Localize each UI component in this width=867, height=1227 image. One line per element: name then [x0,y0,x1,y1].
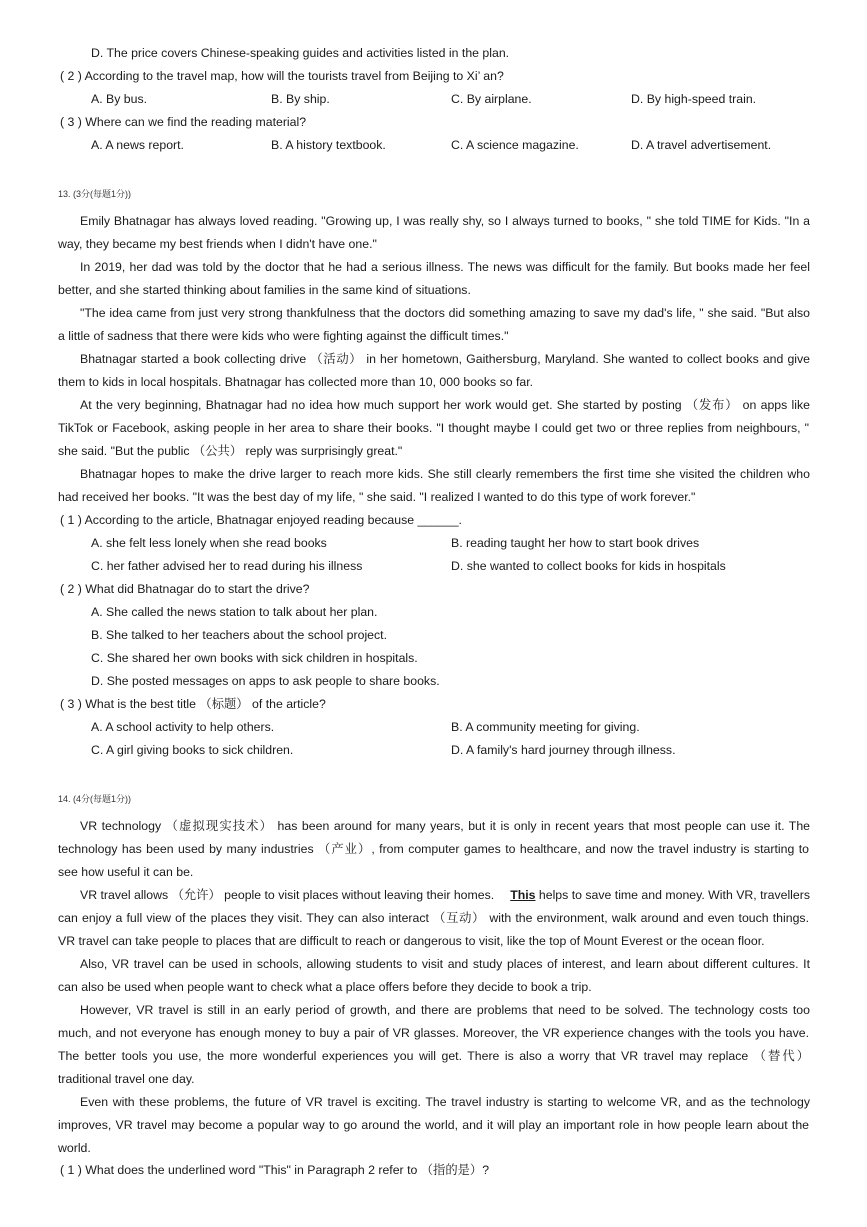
q13-q2-option-b: B. She talked to her teachers about the school project. [91,628,387,642]
q13-q3-option-d: D. A family's hard journey through illness. [451,743,676,757]
q13-question-2: ( 2 ) What did Bhatnagar do to start the drive? [60,582,310,596]
q13-q2-option-a: A. She called the news station to talk about her plan. [91,605,378,619]
q13-passage-line: TikTok or Facebook, asking people in her area to share their books. "I thought maybe I could get two or three replies from neighbours, " [58,421,809,435]
q14-passage-line: can enjoy a full view of the places they visit. They can also interact （互动） with the environment, walk around and even touch things. [58,911,809,925]
q12-q2-option-d: D. By high-speed train. [631,92,757,106]
q13-q2-option-c: C. She shared her own books with sick children in hospitals. [91,651,418,665]
q14-header: 14. (4分(每题1分)) [58,794,132,804]
q14-passage-line-with-underline [80,887,810,903]
q13-passage-line: better, and she started thinking about families in the same kind of situations. [58,283,471,297]
q13-question-1: ( 1 ) According to the article, Bhatnagar enjoyed reading because ______. [60,513,462,527]
q12-q2-option-b: B. By ship. [271,92,330,106]
q14-passage-line: much, and not everyone has enough money to buy a pair of VR glasses. Moreover, the VR experience changes with the tools you have. [58,1026,809,1040]
q12-question-3: ( 3 ) Where can we find the reading material? [60,115,307,129]
q14-passage-line: However, VR travel is still in an early period of growth, and there are problems that need to be solved. The technology costs too [80,1003,810,1017]
q12-question-2: ( 2 ) According to the travel map, how will the tourists travel from Beijing to Xi’ an? [60,69,504,83]
q13-question-3: ( 3 ) What is the best title （标题） of the article? [60,697,326,711]
q12-q2-option-c: C. By airplane. [451,92,532,106]
q13-passage-line: Emily Bhatnagar has always loved reading. "Growing up, I was really shy, so I always turned to books, " she told TIME for Kids. "In a [80,214,810,228]
q13-q1-option-d: D. she wanted to collect books for kids in hospitals [451,559,726,573]
underlined-word-this [510,887,810,903]
q14-line-part: VR travel allows （允许） people to visit places without leaving their homes. [80,888,495,902]
q14-passage-line: see how useful it can be. [58,865,194,879]
q12-q3-option-d: D. A travel advertisement. [631,138,772,152]
q13-q1-option-a: A. she felt less lonely when she read books [91,536,327,550]
q13-q1-option-c: C. her father advised her to read during his illness [91,559,363,573]
q13-q3-option-a: A. A school activity to help others. [91,720,275,734]
q13-passage-line: Bhatnagar hopes to make the drive larger to reach more kids. She still clearly remembers the first time she visited the children who [80,467,810,481]
q13-q3-option-c: C. A girl giving books to sick children. [91,743,294,757]
q13-passage-line: she said. "But the public （公共） reply was surprisingly great." [58,444,403,458]
q14-passage-line: can also be used when people want to check what a place offers before they decide to book a trip. [58,980,592,994]
q14-passage-line: VR technology （虚拟现实技术） has been around for many years, but it is only in recent years that most people can use it. The [80,819,810,833]
q14-passage-line: Also, VR travel can be used in schools, allowing students to visit and study places of interest, and learn about different cultures. It [80,957,810,971]
q12-q3-option-b: B. A history textbook. [271,138,386,152]
q14-passage-line: world. [58,1141,91,1155]
q13-passage-line: At the very beginning, Bhatnagar had no idea how much support her work would get. She started by posting （发布） on apps like [80,398,810,412]
q13-q2-option-d: D. She posted messages on apps to ask people to share books. [91,674,440,688]
q13-q1-option-b: B. reading taught her how to start book drives [451,536,700,550]
q12-q3-option-c: C. A science magazine. [451,138,579,152]
q14-line-part: helps to save time and money. With VR, travellers [535,888,810,902]
q12-q2-option-a: A. By bus. [91,92,148,106]
q14-passage-line: improves, VR travel may become a popular way to go around the world, and it will play an important role in how people learn about the [58,1118,809,1132]
q13-passage-line: way, they became my best friends when I didn't have one." [58,237,377,251]
q14-passage-line: technology has been used by many industries （产业）, from computer games to healthcare, and now the travel industry is starting to [58,842,809,856]
q14-passage-line: traditional travel one day. [58,1072,195,1086]
q13-passage-line: them to kids in local hospitals. Bhatnagar has collected more than 10, 000 books so far. [58,375,534,389]
q13-header: 13. (3分(每题1分)) [58,189,132,199]
q14-passage-line: VR travel can take people to places that are difficult to reach or dangerous to visit, like the top of Mount Everest or the ocean floor. [58,934,765,948]
q12-q3-option-a: A. A news report. [91,138,184,152]
q14-passage-line: Even with these problems, the future of VR travel is exciting. The travel industry is starting to welcome VR, and as the technology [80,1095,810,1109]
q13-passage-line: had received her books. "It was the best day of my life, " she said. "I realized I wanted to do this type of work forever." [58,490,696,504]
q13-q3-option-b: B. A community meeting for giving. [451,720,640,734]
q13-passage-line: Bhatnagar started a book collecting drive （活动） in her hometown, Gaithersburg, Maryland. She wanted to collect books and give [80,352,810,366]
underlined-this: This [510,888,536,902]
q12-option-d: D. The price covers Chinese-speaking guides and activities listed in the plan. [91,46,510,60]
q14-question-1: ( 1 ) What does the underlined word "This" in Paragraph 2 refer to （指的是）? [60,1163,490,1177]
q14-passage-line: The better tools you use, the more wonderful experiences you will get. There is also a worry that VR travel may replace （替代） [58,1049,809,1063]
q13-passage-line: In 2019, her dad was told by the doctor that he had a serious illness. The news was difficult for the family. But books made her feel [80,260,810,274]
q13-passage-line: "The idea came from just very strong thankfulness that the doctors did something amazing to save my dad's life, " she said. "But also [80,306,810,320]
q13-passage-line: a little of sadness that there were kids who were fighting against the difficult times." [58,329,509,343]
